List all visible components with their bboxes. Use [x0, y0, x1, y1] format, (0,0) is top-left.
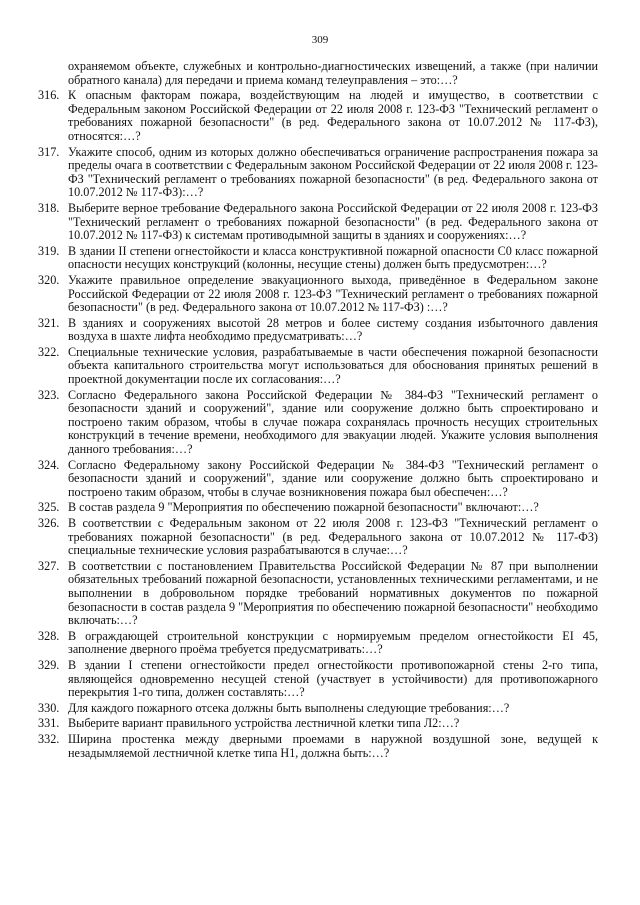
question-number: 316.	[38, 88, 60, 103]
question-item	[38, 659, 598, 700]
question-text: В здании II степени огнестойкости и класса конструктивной пожарной опасности С0 класс пожарной опасности несущих конструкций (колонны, несущие стены) должен быть предусмотрен:…?	[68, 243, 598, 272]
question-text: Для каждого пожарного отсека должны быть выполнены следующие требования:…?	[68, 700, 510, 715]
question-item	[38, 317, 598, 344]
question-item	[38, 501, 598, 515]
question-number: 322.	[38, 344, 60, 359]
question-number: 328.	[38, 628, 60, 643]
question-number: 325.	[38, 500, 60, 515]
question-item	[38, 202, 598, 243]
question-item	[38, 717, 598, 731]
question-text: Ширина простенка между дверными проемами в наружной воздушной зоне, ведущей к незадымляемой лестничной клетке типа Н1, должна быть:…?	[68, 731, 598, 760]
question-text: В здании I степени огнестойкости предел огнестойкости противопожарной стены 2-го типа, являющейся одновременно несущей стеной (участвует в устойчивости) для противопожарного перекрытия 1-го типа, должен составлять:…?	[68, 657, 598, 700]
question-item	[38, 274, 598, 315]
question-item	[38, 459, 598, 500]
question-item	[38, 389, 598, 457]
question-number: 327.	[38, 558, 60, 573]
question-text: В соответствии с постановлением Правительства Российской Федерации № 87 при выполнении обязательных требований пожарной безопасности, установленных техническими регламентами, и не выполнении в добровольном порядке требований нормативных документов по пожарной безопасности в состав раздела 9 "Мероприятия по обеспечению пожарной безопасности" необходимо включать:…?	[68, 558, 598, 628]
question-text: В соответствии с Федеральным законом от 22 июля 2008 г. 123-ФЗ "Технический регламент о требованиях пожарной безопасности" (в ред. Федерального закона от 10.07.2012 № 117-ФЗ) специальные технические условия разрабатываются в случае:…?	[68, 516, 598, 558]
question-number: 320.	[38, 272, 60, 287]
question-item	[38, 346, 598, 387]
question-text: Специальные технические условия, разрабатываемые в части обеспечения пожарной безопасности объекта капитального строительства могут использоваться для обоснования принятых решений в проектной документации после их согласования:…?	[68, 344, 598, 387]
question-number: 318.	[38, 200, 60, 215]
question-number: 323.	[38, 387, 60, 402]
question-text: Укажите правильное определение эвакуационного выхода, приведённое в Федеральном законе Российской Федерации от 22 июля 2008 г. 123-ФЗ "Технический регламент о требованиях пожарной безопасности" (в ред. Федерального закона от 10.07.2012 № 117-ФЗ) :…?	[68, 272, 598, 315]
question-text: В состав раздела 9 "Мероприятия по обеспечению пожарной безопасности" включают:…?	[68, 500, 539, 515]
question-number: 321.	[38, 315, 60, 330]
question-text: Укажите способ, одним из которых должно обеспечиваться ограничение распространения пожара за пределы очага в соответствии с Федеральным законом Российской Федерации от 22 июля 2008 г. 123-ФЗ "Технический регламент о требованиях пожарной безопасности" (в ред. Федерального закона от 10.07.2012 № 117-ФЗ):…?	[68, 144, 598, 200]
question-number: 319.	[38, 243, 60, 258]
question-text: Согласно Федерального закона Российской Федерации № 384-ФЗ "Технический регламент о безопасности зданий и сооружений", здание или сооружение должно быть спроектировано и построено таким образом, чтобы в случае пожара сохранялась прочность несущих строительных конструкций в течение времени, необходимого для эвакуации людей. Укажите условия выполнения данного требования:…?	[68, 387, 598, 457]
page-number: 309	[311, 34, 329, 46]
question-item	[38, 245, 598, 272]
question-number: 326.	[38, 516, 60, 530]
question-number: 324.	[38, 457, 60, 472]
question-text: Выберите вариант правильного устройства лестничной клетки типа Л2:…?	[68, 716, 460, 731]
question-item	[38, 146, 598, 200]
question-item	[38, 702, 598, 716]
question-text: Выберите верное требование Федерального закона Российской Федерации от 22 июля 2008 г. 123-ФЗ "Технический регламент о требованиях пожарной безопасности" (в ред. Федерального закона от 10.07.2012 № 117-ФЗ) к системам противодымной защиты в зданиях и сооружениях:…?	[68, 200, 598, 243]
question-number: 317.	[38, 144, 60, 159]
question-number: 330.	[38, 700, 60, 715]
question-list	[38, 60, 598, 762]
continued-text: охраняемом объекте, служебных и контрольно-диагностических извещений, а также (при наличии обратного канала) для передачи и приема команд телеуправления – это:…?	[68, 59, 598, 87]
question-text: Согласно Федеральному закону Российской Федерации № 384-ФЗ "Технический регламент о безопасности зданий и сооружений", здание или сооружение должно быть спроектировано и построено таким образом, чтобы в случае возникновения пожара был обеспечен:…?	[68, 457, 598, 499]
question-number: 332.	[38, 731, 60, 746]
question-item	[38, 630, 598, 657]
question-item	[38, 89, 598, 143]
question-item	[38, 517, 598, 558]
question-item	[38, 733, 598, 760]
question-text: В ограждающей строительной конструкции с нормируемым пределом огнестойкости EI 45, заполнение дверного проёма требуется предусматривать:…?	[68, 628, 598, 657]
question-number: 331.	[38, 716, 60, 731]
question-item	[38, 560, 598, 628]
question-text: В зданиях и сооружениях высотой 28 метров и более систему создания избыточного давления воздуха в шахте лифта необходимо предусматривать:…?	[68, 315, 598, 344]
question-text: К опасным факторам пожара, воздействующим на людей и имущество, в соответствии с Федеральным законом Российской Федерации от 22 июля 2008 г. 123-ФЗ "Технический регламент о требованиях пожарной безопасности" (в ред. Федерального закона от 10.07.2012 № 117-ФЗ), относятся:…?	[68, 88, 598, 143]
question-number: 329.	[38, 657, 60, 672]
